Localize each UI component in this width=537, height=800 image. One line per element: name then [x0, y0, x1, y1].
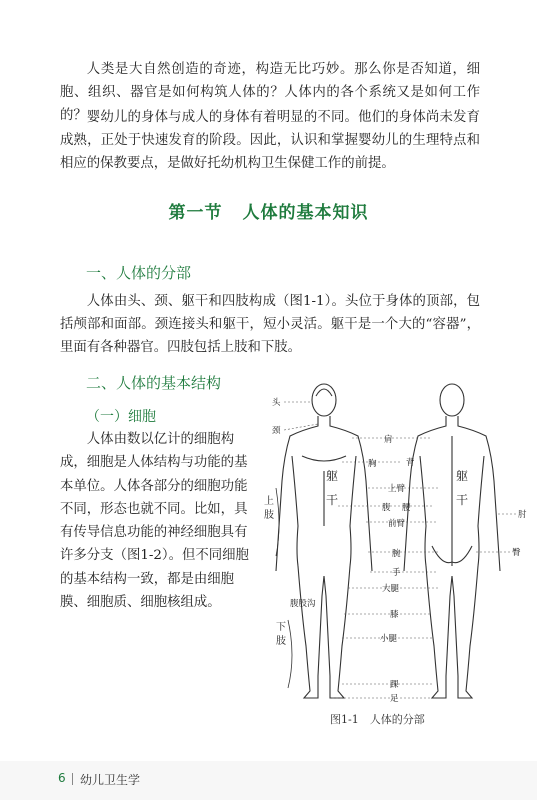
label-trunk-back-1: 躯	[456, 469, 469, 483]
book-title: 幼儿卫生学	[80, 773, 141, 787]
label-lower-limb-2: 肢	[276, 636, 286, 647]
label-chest: 胸	[368, 459, 377, 469]
body-figure	[262, 376, 530, 716]
label-trunk-1: 躯	[326, 469, 339, 483]
label-head: 头	[272, 398, 281, 408]
label-lower-limb-1: 下	[276, 622, 286, 633]
footer-separator	[72, 773, 73, 785]
label-groin: 腹股沟	[290, 599, 316, 609]
label-back: 背	[406, 458, 415, 468]
label-upper-limb-1: 上	[264, 496, 274, 507]
intro-paragraph-2: 婴幼儿的身体与成人的身体有着明显的不同。他们的身体尚未发育成熟，正处于快速发育的阶段。因此，认识和掌握婴幼儿的生理特点和相应的保教要点，是做好托幼机构卫生保健工作的前提。	[60, 110, 480, 171]
page-footer	[0, 761, 537, 800]
back-body-outline	[404, 384, 500, 698]
label-neck: 颈	[272, 426, 281, 436]
label-elbow: 肘	[518, 510, 527, 520]
label-ankle: 踝	[390, 680, 399, 690]
intro-paragraph-1: 人类是大自然创造的奇迹，构造无比巧妙。那么你是否知道，细胞、组织、器官是如何构筑人体的？人体内的各个系统又是如何工作的？	[60, 62, 480, 123]
label-upper-limb-2: 肢	[264, 510, 274, 521]
heading-cell: （一）细胞	[86, 409, 156, 425]
label-abdomen: 腹	[382, 503, 391, 513]
label-calf: 小腿	[380, 634, 398, 644]
label-forearm: 前臂	[388, 519, 406, 529]
section-title	[0, 198, 537, 223]
label-buttock: 臀	[512, 548, 521, 558]
label-knee: 膝	[390, 610, 399, 620]
body-parts-paragraph: 人体由头、颈、躯干和四肢构成（图1-1）。头位于身体的顶部，包括颅部和面部。颈连接头和躯干，短小灵活。躯干是一个大的“容器”，里面有各种器官。四肢包括上肢和下肢。	[60, 294, 480, 355]
label-shoulder: 肩	[384, 435, 393, 445]
front-body-outline	[276, 384, 372, 698]
label-thigh: 大腿	[382, 584, 400, 594]
label-hand: 手	[392, 568, 401, 578]
page-number: 6	[58, 771, 66, 785]
lower-limb-brace	[288, 620, 292, 688]
section-number: 第一节	[168, 203, 223, 223]
heading-body-parts: 一、人体的分部	[86, 264, 192, 282]
label-upper-arm: 上臂	[388, 484, 406, 494]
label-foot: 足	[390, 694, 399, 704]
label-waist: 腰	[402, 503, 411, 513]
section-name: 人体的基本知识	[242, 203, 369, 223]
label-trunk-back-2: 干	[456, 493, 469, 507]
label-wrist: 腕	[392, 549, 401, 559]
heading-basic-structure: 二、人体的基本结构	[86, 374, 222, 392]
label-trunk-2: 干	[326, 493, 339, 507]
figure-caption: 图1-1 人体的分部	[330, 713, 425, 726]
cell-paragraph: 人体由数以亿计的细胞构成，细胞是人体结构与功能的基本单位。人体各部分的细胞功能不同，形态也就不同。比如，具有传导信息功能的神经细胞具有许多分支（图1-2）。但不同细胞的基本结构一致，都是由细胞膜、细胞质、细胞核组成。	[60, 432, 249, 611]
upper-limb-brace	[276, 488, 279, 556]
